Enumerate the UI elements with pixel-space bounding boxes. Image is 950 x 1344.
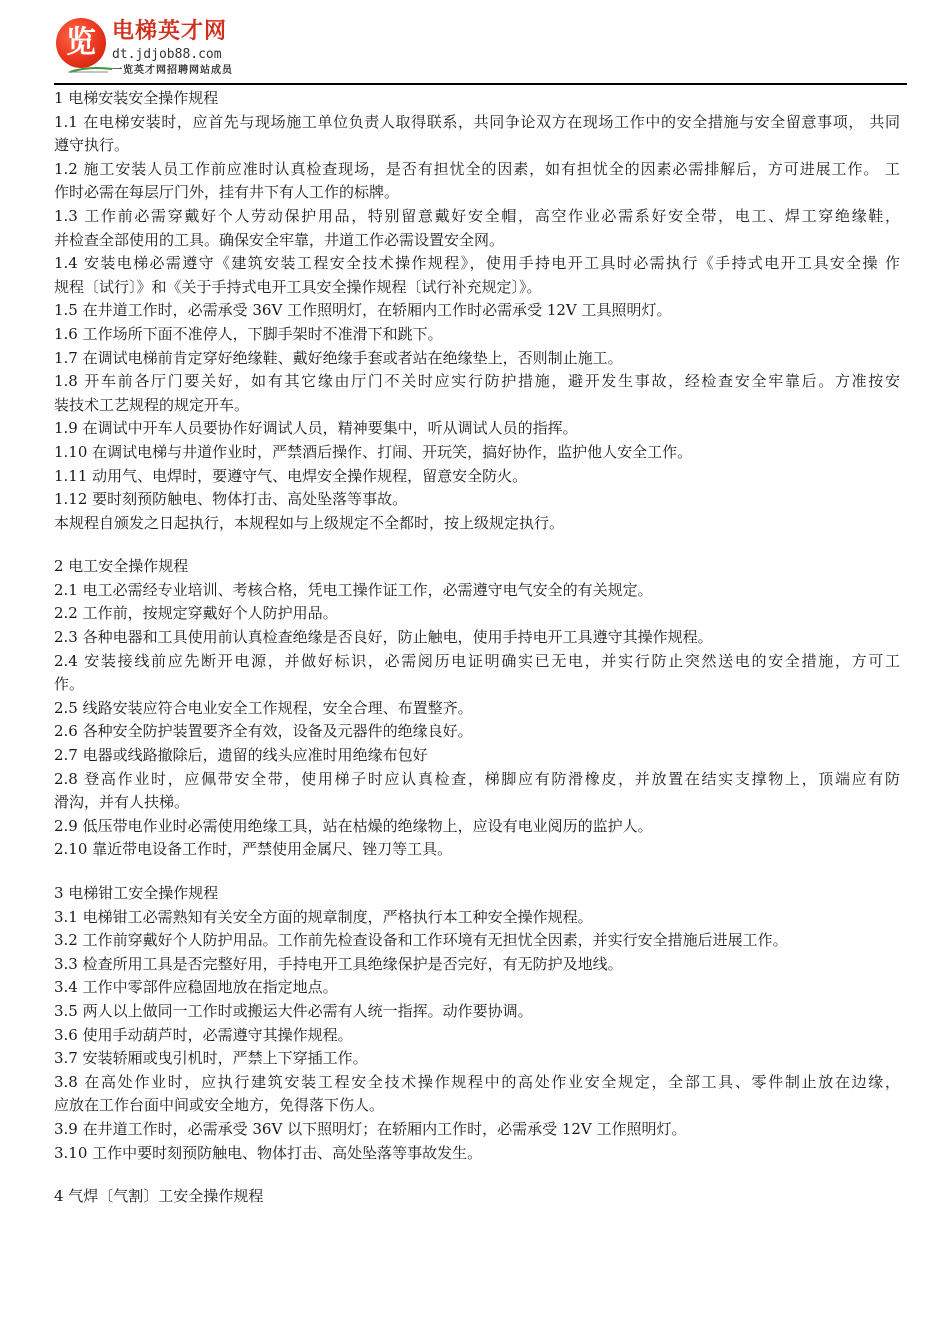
text-line: 2.4 安装接线前应先断开电源，并做好标识，必需阅历电证明确实已无电，并实行防止突然送电的安全措施，方可工	[54, 651, 900, 670]
text-line: 1.3 工作前必需穿戴好个人劳动保护用品，特别留意戴好安全帽，高空作业必需系好安全带，电工、焊工穿绝缘鞋，	[54, 206, 900, 225]
text-line: 2.6 各种安全防护装置要齐全有效，设备及元器件的绝缘良好。	[54, 722, 473, 741]
text-line: 3.3 检查所用工具是否完整好用，手持电开工具绝缘保护是否完好，有无防护及地线。	[54, 954, 623, 973]
text-line: 本规程自颁发之日起执行，本规程如与上级规定不全都时，按上级规定执行。	[54, 513, 565, 532]
section-heading: 1 电梯安装安全操作规程	[54, 89, 219, 107]
section-spacer	[54, 1165, 900, 1185]
text-line: 1.11 动用气、电焊时，要遵守气、电焊安全操作规程，留意安全防火。	[54, 466, 528, 485]
text-line: 作。	[54, 675, 85, 694]
text-line: 3.2 工作前穿戴好个人防护用品。工作前先检查设备和工作环境有无担忧全因素，并实行安全措施后进展工作。	[54, 931, 788, 950]
section-1	[54, 87, 900, 535]
text-line: 1.10 在调试电梯与井道作业时，严禁酒后操作、打闹、开玩笑，搞好协作，监护他人安全工作。	[54, 442, 693, 461]
text-line: 2.1 电工必需经专业培训、考核合格，凭电工操作证工作，必需遵守电气安全的有关规定。	[54, 580, 653, 599]
text-line: 1.12 要时刻预防触电、物体打击、高处坠落等事故。	[54, 490, 408, 509]
text-line: 2.7 电器或线路撤除后，遗留的线头应准时用绝缘布包好	[54, 746, 428, 765]
text-line: 2.3 各种电器和工具使用前认真检查绝缘是否良好，防止触电，使用手持电开工具遵守其操作规程。	[54, 628, 713, 647]
text-line: 3.9 在井道工作时，必需承受 36V 以下照明灯；在轿厢内工作时，必需承受 12V 工作照明灯。	[54, 1119, 687, 1138]
text-line: 并检查全部使用的工具。确保安全牢靠，井道工作必需设置安全网。	[54, 230, 505, 249]
text-line: 1.1 在电梯安装时，应首先与现场施工单位负责人取得联系，共同争论双方在现场工作中的安全措施与安全留意事项， 共同	[54, 112, 900, 131]
section-heading: 3 电梯钳工安全操作规程	[54, 884, 219, 902]
text-line: 1.7 在调试电梯前肯定穿好绝缘鞋、戴好绝缘手套或者站在绝缘垫上，否则制止施工。	[54, 348, 623, 367]
text-line: 1.9 在调试中开车人员要协作好调试人员，精神要集中，听从调试人员的指挥。	[54, 419, 578, 438]
text-line: 2.8 登高作业时，应佩带安全带，使用梯子时应认真检查，梯脚应有防滑橡皮，并放置在结实支撑物上，顶端应有防	[54, 769, 900, 788]
site-logo-icon: 览	[56, 18, 106, 68]
section-4	[54, 1185, 900, 1209]
text-line: 规程〔试行〕》和《关于手持式电开工具安全操作规程〔试行补充规定〕》。	[54, 277, 542, 296]
document-body	[54, 87, 900, 1209]
text-line: 3.8 在高处作业时，应执行建筑安装工程安全技术操作规程中的高处作业安全规定，全部工具、零件制止放在边缘，	[54, 1072, 900, 1091]
section-spacer	[54, 535, 900, 555]
section-3	[54, 882, 900, 1165]
text-line: 2.9 低压带电作业时必需使用绝缘工具，站在枯燥的绝缘物上，应设有电业阅历的监护人。	[54, 816, 653, 835]
text-line: 装技术工艺规程的规定开车。	[54, 395, 250, 414]
section-2	[54, 555, 900, 862]
section-heading: 4 气焊〔气割〕工安全操作规程	[54, 1187, 264, 1206]
text-line: 2.2 工作前，按规定穿戴好个人防护用品。	[54, 604, 338, 623]
site-url[interactable]: dt.jdjob88.com	[112, 47, 222, 62]
section-heading: 2 电工安全操作规程	[54, 557, 189, 576]
text-line: 1.4 安装电梯必需遵守《建筑安装工程安全技术操作规程》，使用手持电开工具时必需执行《手持式电开工具安全操 作	[54, 254, 900, 273]
section-spacer	[54, 862, 900, 882]
text-line: 3.4 工作中零部件应稳固地放在指定地点。	[54, 978, 338, 997]
text-line: 1.6 工作场所下面不准停人，下脚手架时不准滑下和跳下。	[54, 324, 443, 343]
text-line: 遵守执行。	[54, 136, 130, 155]
text-line: 2.10 靠近带电设备工作时，严禁使用金属尺、锉刀等工具。	[54, 840, 453, 859]
site-name: 电梯英才网	[112, 19, 228, 44]
text-line: 3.7 安装轿厢或曳引机时，严禁上下穿插工作。	[54, 1049, 368, 1068]
text-line: 1.5 在井道工作时，必需承受 36V 工作照明灯，在轿厢内工作时必需承受 12V 工具照明灯。	[54, 301, 672, 320]
site-header	[54, 14, 907, 84]
text-line: 3.10 工作中要时刻预防触电、物体打击、高处坠落等事故发生。	[54, 1143, 483, 1162]
text-line: 3.5 两人以上做同一工作时或搬运大件必需有人统一指挥。动作要协调。	[54, 1001, 533, 1020]
text-line: 3.6 使用手动葫芦时，必需遵守其操作规程。	[54, 1025, 353, 1044]
header-divider	[54, 83, 907, 85]
site-slogan: 一览英才网招聘网站成员	[112, 65, 233, 76]
text-line: 作时必需在每层厅门外，挂有井下有人工作的标牌。	[54, 183, 400, 202]
text-line: 应放在工作台面中间或安全地方，免得落下伤人。	[54, 1096, 385, 1115]
text-line: 2.5 线路安装应符合电业安全工作规程，安全合理、布置整齐。	[54, 698, 473, 717]
text-line: 滑沟，并有人扶梯。	[54, 793, 190, 812]
text-line: 1.8 开车前各厅门要关好，如有其它缘由厅门不关时应实行防护措施，避开发生事故，经检查安全牢靠后。方准按安	[54, 372, 900, 391]
text-line: 3.1 电梯钳工必需熟知有关安全方面的规章制度，严格执行本工种安全操作规程。	[54, 907, 593, 926]
text-line: 1.2 施工安装人员工作前应准时认真检查现场，是否有担忧全的因素，如有担忧全的因素必需排解后，方可进展工作。 工	[54, 159, 900, 178]
